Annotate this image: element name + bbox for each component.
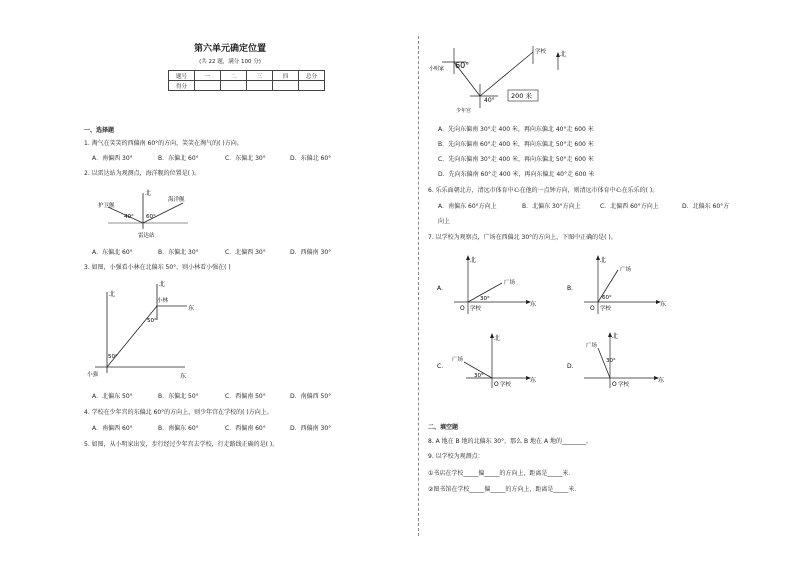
q7-d-east: 东 [658,377,665,384]
score-cell: 一 [195,71,221,81]
q7-d-angle: 30° [606,358,616,364]
q2-option-d[interactable]: D．西偏南 30° [290,249,332,256]
q5-palace-label: 少年宫 [456,108,472,114]
q7-a-origin: O [460,305,465,312]
q1-option-b[interactable]: B．东偏北 60° [158,155,199,162]
q7-b-angle: 60° [602,295,612,301]
score-input-cell[interactable] [195,81,221,91]
question-9-stem: 9. 以学校为观测点： [428,453,484,460]
q7-d-north: 北 [612,333,619,340]
score-cell: 得分 [169,81,195,91]
q3-east-small: 东 [188,305,195,312]
q3-north-main: 北 [109,291,116,298]
q5-option-b[interactable]: B．先向东偏南 60°走 400 米，再向东偏北 50°走 600 米 [438,141,594,148]
q5-option-c[interactable]: C．先向东偏南 30°走 400 米，再向东偏北 50°走 600 米 [438,156,594,163]
question-8-stem: 8. A 地在 B 地的北偏东 30°，那么 B 地在 A 地的________。 [428,438,592,445]
q7-panel-d [566,330,666,392]
q3-figure [85,278,195,388]
score-table-row [169,71,325,81]
q2-frigate-label: 护卫舰 [98,203,115,209]
q3-option-a[interactable]: A．北偏东 50° [92,393,133,400]
q7-c-school: 学校 [500,382,512,388]
score-input-cell[interactable] [273,81,299,91]
q6-option-d-wrap: 向上 [438,218,451,225]
q3-angle-bottom: 50° [108,354,118,360]
q2-ship-label: 海洋舰 [168,197,185,203]
score-input-cell[interactable] [247,81,273,91]
question-4-stem: 4. 学校在少年宫的东偏北 60°的方向上，则少年宫在学校的( )方向上。 [84,409,273,416]
q7-d-square: 广场 [586,343,598,349]
q2-figure [88,185,198,240]
q3-xiaolin-label: 小林 [157,298,169,304]
q7-b-origin: O [590,305,595,312]
question-5-stem: 5. 如图，从小明家出发，步行经过少年宫去学校，行走路线正确的是( )。 [84,441,279,448]
q7-d-school: 学校 [618,382,630,388]
q9-line-bookstore: ①书店在学校_____偏_____的方向上，距离是_____米． [428,470,575,477]
q2-angle-right: 60° [146,214,156,220]
q7-c-east: 东 [530,377,537,384]
q5-option-a[interactable]: A．先向东偏南 30°走 400 米，再向东偏北 40°走 600 米 [438,126,594,133]
q3-option-b[interactable]: B．东偏北 50° [158,393,199,400]
score-cell: 二 [221,71,247,81]
section-heading-choice: 一、选择题 [84,127,115,134]
q1-option-d[interactable]: D．东偏北 60° [290,155,332,162]
question-1-stem: 1. 淘气在笑笑的西偏南 60°的方向，笑笑在淘气的( )方向。 [84,140,243,147]
q3-option-c[interactable]: C．西偏南 50° [225,393,266,400]
q2-north-label: 北 [145,190,152,197]
score-cell: 总分 [299,71,325,81]
q3-east-main: 东 [180,373,187,380]
q5-option-d[interactable]: D．先向东偏南 60°走 400 米，再向东偏北 40°走 600 米 [438,171,595,178]
q4-option-d[interactable]: D．西偏南 30° [290,425,332,432]
column-divider [418,36,419,536]
q6-option-d[interactable]: D．北偏东 60°方 [682,203,730,210]
score-input-cell[interactable] [299,81,325,91]
q1-option-a[interactable]: A．南偏西 30° [92,155,133,162]
q7-b-east: 东 [660,301,667,308]
score-table [168,70,325,91]
q5-figure [428,44,578,116]
q5-north-label: 北 [560,51,567,58]
page-subtitle: (共 22 题，满分 100 分) [199,59,261,65]
q2-radar-label: 雷达站 [138,233,155,239]
q4-option-a[interactable]: A．南偏西 60° [92,425,133,432]
question-2-stem: 2. 以雷达站为观测点，海洋舰的位置是( )。 [84,170,201,177]
q2-angle-left: 40° [124,214,134,220]
q7-c-origin: O [494,381,499,388]
q5-school-label: 学校 [535,49,547,55]
q5-scale-label: 200 米 [511,92,532,100]
score-input-cell[interactable] [221,81,247,91]
q7-panel-b [566,252,666,320]
q3-option-d[interactable]: D．南偏西 50° [290,393,332,400]
q3-angle-top: 50° [147,318,157,324]
q7-panel-c [436,330,546,392]
q2-option-a[interactable]: A．东偏北 60° [92,249,133,256]
q7-a-letter[interactable]: A． [437,285,448,292]
q3-xiaoqiang-label: 小强 [87,372,99,378]
q7-a-north: 北 [470,257,477,264]
q3-north-small: 北 [159,281,166,288]
q7-a-square: 广场 [504,280,516,286]
q4-option-c[interactable]: C．西偏南 60° [225,425,266,432]
q7-a-east: 东 [530,301,537,308]
q7-d-origin: O [612,381,617,388]
q7-c-square: 广场 [452,357,464,363]
q7-b-north: 北 [600,257,607,264]
question-3-stem: 3. 如图，小强看小林在北偏东 50°，则小林看小强在( ) [84,264,231,271]
q2-option-c[interactable]: C．北偏西 30° [225,249,266,256]
q7-panel-a [436,252,536,320]
q5-home-label: 小明家 [429,66,445,72]
q7-c-letter[interactable]: C． [437,363,448,370]
section-heading-fill: 二、填空题 [428,424,459,431]
q7-b-letter[interactable]: B． [567,285,578,292]
q5-angle-home: 60° [455,61,470,70]
question-7-stem: 7. 以学校为观察点，广场在西偏北 30°的方向上，下图中正确的是( )。 [428,234,617,241]
q6-option-a[interactable]: A．南偏东 60°方向上 [438,203,497,210]
q6-option-c[interactable]: C．北偏西 60°方向上 [600,203,659,210]
q7-b-square: 广场 [620,267,632,273]
q7-c-north: 北 [494,335,501,342]
q7-b-school: 学校 [600,306,612,312]
q4-option-b[interactable]: B．南偏东 60° [158,425,199,432]
score-cell: 题号 [169,71,195,81]
score-cell: 四 [273,71,299,81]
score-table-row [169,81,325,91]
q7-d-letter[interactable]: D． [567,363,578,370]
score-cell: 三 [247,71,273,81]
q1-option-c[interactable]: C．东偏北 30° [225,155,266,162]
q9-line-library: ②图书馆在学校_____偏_____的方向上，距离是_____米． [428,486,581,493]
q5-angle-palace: 40° [484,97,495,104]
q7-a-school: 学校 [470,306,482,312]
q7-c-angle: 30° [474,373,484,379]
q2-option-b[interactable]: B．东偏北 30° [158,249,199,256]
q7-a-angle: 30° [480,296,490,302]
q6-option-b[interactable]: B．北偏东 30°方向上 [522,203,581,210]
page-title: 第六单元确定位置 [193,44,266,54]
question-6-stem: 6. 乐乐面朝北方，清远市体育中心在他的一点钟方向，则清远市体育中心在乐乐的( )。 [428,187,659,194]
